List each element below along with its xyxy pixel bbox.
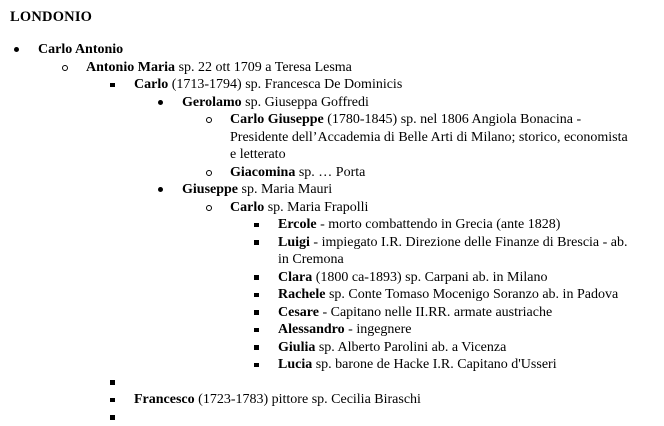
bullet-disc-icon [158, 187, 163, 192]
entry-text: sp. Maria Mauri [238, 182, 332, 197]
person-name: Francesco [134, 392, 195, 407]
entry-text: sp. 22 ott 1709 a Teresa Lesma [175, 60, 352, 75]
entry-text: sp. Giuseppa Goffredi [242, 95, 369, 110]
person-name: Carlo Antonio [38, 42, 123, 57]
list-item [0, 286, 664, 304]
person-name: Clara [278, 270, 312, 285]
entry-text: sp. barone de Hacke I.R. Capitano d'Usseri [312, 357, 556, 372]
person-name: Giacomina [230, 165, 295, 180]
person-name: Gerolamo [182, 95, 242, 110]
list-item [0, 181, 664, 199]
list-item [0, 111, 664, 164]
bullet-disc-icon [158, 100, 163, 105]
entry-text: - morto combattendo in Grecia (ante 1828) [317, 217, 561, 232]
list-item [0, 339, 664, 357]
list-item [0, 216, 664, 234]
bullet-square-icon [110, 398, 115, 403]
person-name: Giuseppe [182, 182, 238, 197]
entry-text-continuation: Presidente dell’Accademia di Belle Arti di Milano; storico, economista [230, 129, 664, 147]
bullet-disc-icon [14, 47, 19, 52]
person-name: Carlo [230, 200, 264, 215]
family-tree [0, 41, 664, 426]
person-name: Carlo Giuseppe [230, 112, 324, 127]
list-item [0, 59, 664, 77]
list-item [0, 94, 664, 112]
bullet-square-icon [110, 380, 115, 385]
bullet-square-icon [110, 415, 115, 420]
person-name: Antonio Maria [86, 60, 175, 75]
entry-text-continuation: in Cremona [278, 251, 664, 269]
entry-text: (1723-1783) pittore sp. Cecilia Biraschi [195, 392, 421, 407]
entry-text: (1780-1845) sp. nel 1806 Angiola Bonacina - [324, 112, 581, 127]
entry-text-continuation: e letterato [230, 146, 664, 164]
bullet-square-icon [254, 240, 259, 245]
person-name: Lucia [278, 357, 312, 372]
person-name: Cesare [278, 305, 319, 320]
bullet-square-icon [254, 293, 259, 298]
bullet-square-icon [254, 310, 259, 315]
person-name: Rachele [278, 287, 325, 302]
page-title: LONDONIO [0, 8, 664, 26]
list-item [0, 409, 664, 426]
bullet-square-icon [254, 328, 259, 333]
list-item [0, 199, 664, 217]
list-item [0, 269, 664, 287]
list-item [0, 356, 664, 374]
bullet-square-icon [110, 83, 115, 88]
entry-text: sp. Maria Frapolli [264, 200, 368, 215]
list-item [0, 234, 664, 269]
entry-text: - impiegato I.R. Direzione delle Finanze di Brescia - ab. [310, 235, 628, 250]
entry-text: - Capitano nelle II.RR. armate austriache [319, 305, 552, 320]
bullet-circle-icon [206, 170, 212, 176]
list-item [0, 164, 664, 182]
entry-text: - ingegnere [345, 322, 412, 337]
bullet-square-icon [254, 223, 259, 228]
entry-text: sp. Conte Tomaso Mocenigo Soranzo ab. in Padova [325, 287, 618, 302]
bullet-circle-icon [62, 65, 68, 71]
bullet-circle-icon [206, 117, 212, 123]
person-name: Alessandro [278, 322, 345, 337]
bullet-square-icon [254, 363, 259, 368]
person-name: Luigi [278, 235, 310, 250]
person-name: Giulia [278, 340, 315, 355]
bullet-square-icon [254, 345, 259, 350]
list-item [0, 41, 664, 59]
list-item [0, 391, 664, 409]
list-item [0, 304, 664, 322]
list-item [0, 321, 664, 339]
entry-text: sp. … Porta [295, 165, 365, 180]
person-name: Ercole [278, 217, 317, 232]
list-item [0, 374, 664, 392]
entry-text: sp. Alberto Parolini ab. a Vicenza [315, 340, 506, 355]
list-item [0, 76, 664, 94]
person-name: Carlo [134, 77, 168, 92]
entry-text: (1713-1794) sp. Francesca De Dominicis [168, 77, 402, 92]
entry-text: (1800 ca-1893) sp. Carpani ab. in Milano [312, 270, 547, 285]
bullet-circle-icon [206, 205, 212, 211]
bullet-square-icon [254, 275, 259, 280]
